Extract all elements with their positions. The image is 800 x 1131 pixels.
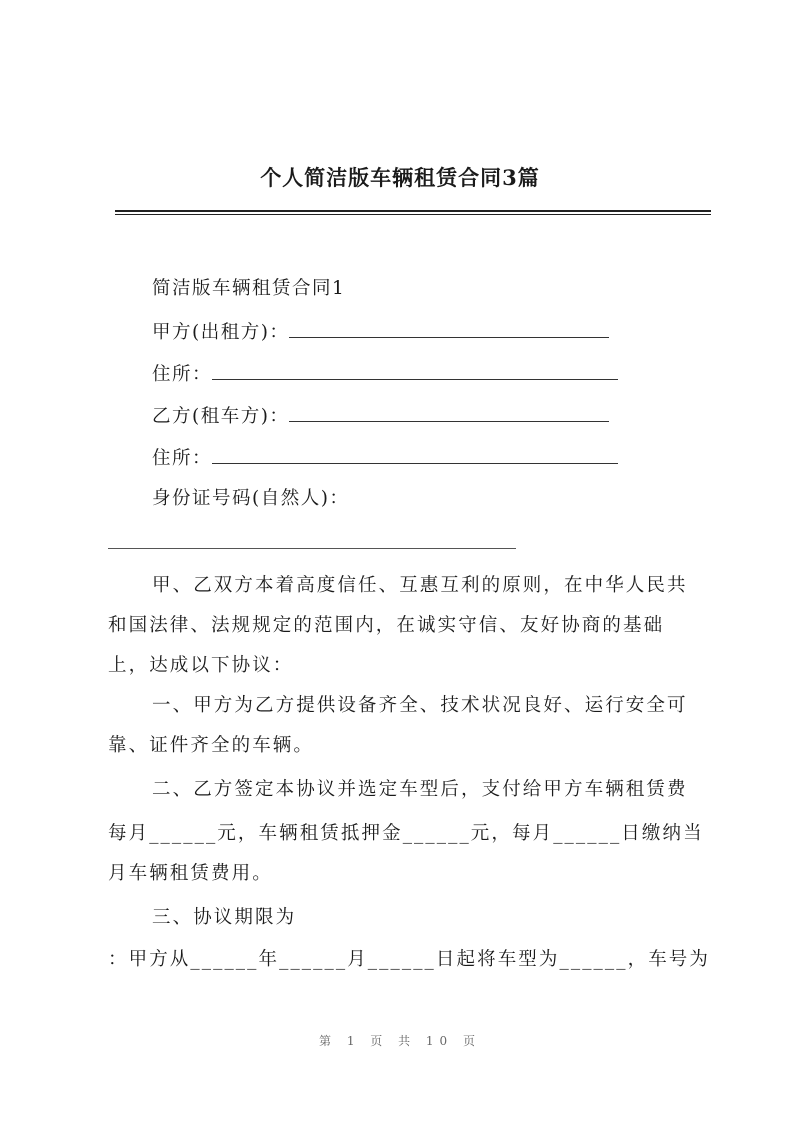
paragraph-line: 靠、证件齐全的车辆。 [108, 735, 315, 756]
page-number: 第 1 页 共 10 页 [319, 1034, 481, 1048]
party-a-address-row [152, 361, 618, 387]
id-number-blank[interactable] [108, 548, 516, 549]
party-a-address-label: 住所： [152, 364, 213, 385]
party-a-row [152, 319, 609, 345]
paragraph-line: 一、甲方为乙方提供设备齐全、技术状况良好、运行安全可 [152, 695, 688, 716]
party-a-blank[interactable] [289, 319, 609, 338]
party-b-blank[interactable] [289, 403, 609, 422]
title-divider [115, 210, 711, 215]
paragraph-line: 和国法律、法规规定的范围内，在诚实守信、友好协商的基础 [108, 615, 665, 636]
party-b-address-label: 住所： [152, 448, 213, 469]
party-a-label: 甲方(出租方)： [152, 322, 290, 343]
paragraph-line: 月车辆租赁费用。 [108, 863, 273, 884]
paragraph-line: 甲、乙双方本着高度信任、互惠互利的原则，在中华人民共 [152, 575, 688, 596]
contract-subtitle: 简洁版车辆租赁合同1 [152, 278, 346, 299]
paragraph-line: 二、乙方签定本协议并选定车型后，支付给甲方车辆租赁费 [152, 779, 688, 800]
party-b-address-row [152, 445, 618, 471]
party-a-address-blank[interactable] [212, 361, 618, 380]
paragraph-line: 每月______元，车辆租赁抵押金______元，每月______日缴纳当 [108, 823, 704, 844]
document-title: 个人简洁版车辆租赁合同3篇 [260, 165, 540, 190]
id-number-label: 身份证号码(自然人)： [152, 488, 350, 509]
party-b-address-blank[interactable] [212, 445, 618, 464]
party-b-label: 乙方(租车方)： [152, 406, 290, 427]
paragraph-line: 三、协议期限为 [152, 907, 297, 928]
paragraph-line: ：甲方从______年______月______日起将车型为______，车号为 [108, 949, 711, 970]
party-b-row [152, 403, 609, 429]
paragraph-line: 上，达成以下协议： [108, 655, 294, 676]
